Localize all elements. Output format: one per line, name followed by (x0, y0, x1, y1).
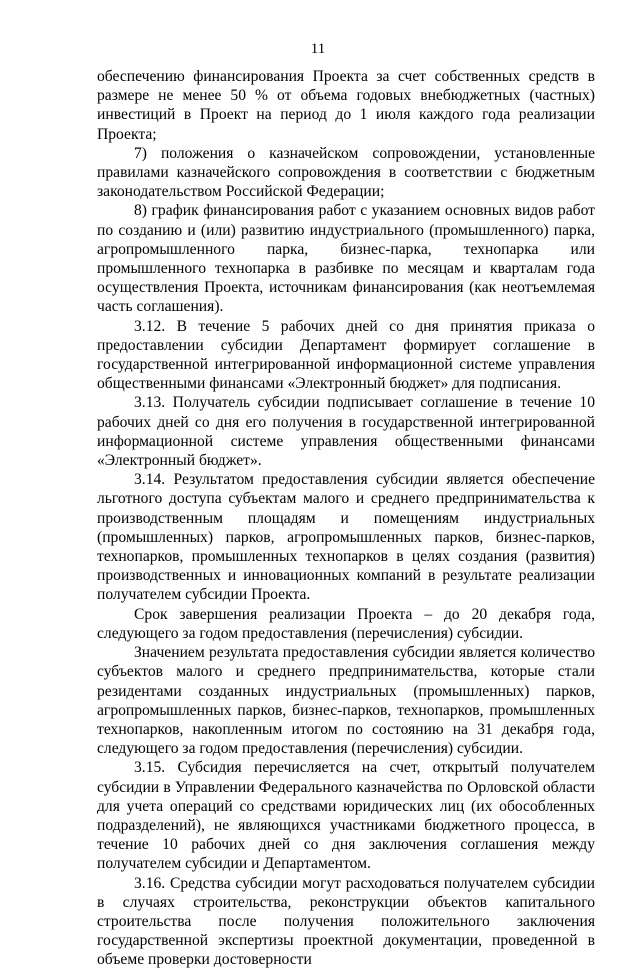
document-body (97, 67, 595, 970)
paragraph-continuation: обеспечению финансирования Проекта за счет собственных средств в размере не менее 50 % от объема годовых внебюджетных (частных) инвестиций в Проект на период до 1 июля каждого года реализации Проекта; (97, 68, 595, 143)
paragraph-3-15: 3.15. Субсидия перечисляется на счет, открытый получателем субсидии в Управлении Федерального казначейства по Орловской области для учета операций со средствами юридических лиц (их обособленных подразделений), не являющихся участниками бюджетного процесса, в течение 10 рабочих дней со дня заключения соглашения между получателем субсидии и Департаментом. (97, 759, 595, 873)
paragraph-project-deadline: Срок завершения реализации Проекта – до 20 декабря года, следующего за годом предоставления (перечисления) субсидии. (97, 605, 595, 642)
paragraph-3-14: 3.14. Результатом предоставления субсидии является обеспечение льготного доступа субъектам малого и среднего предпринимательства к производственным площадям и помещениям индустриальных (промышленных) парков, агропромышленных парков, бизнес-парков, технопарков, промышленных технопарков в целях создания (развития) производственных и инновационных компаний в результате реализации получателем субсидии Проекта. (97, 471, 595, 604)
paragraph-item-7: 7) положения о казначейском сопровождении, установленные правилами казначейского сопровождения в соответствии с бюджетным законодательством Российской Федерации; (97, 144, 595, 201)
paragraph-3-13: 3.13. Получатель субсидии подписывает соглашение в течение 10 рабочих дней со дня его получения в государственной интегрированной информационной системе управления общественными финансами «Электронный бюджет». (97, 394, 595, 470)
paragraph-result-value: Значением результата предоставления субсидии является количество субъектов малого и среднего предпринимательства, которые стали резидентами созданных индустриальных (промышленных) парков, агропромышленных парков, бизнес-парков, технопарков, промышленных технопарков, накопленным итогом по состоянию на 31 декабря года, следующего за годом предоставления (перечисления) субсидии. (97, 644, 595, 758)
paragraph-3-12: 3.12. В течение 5 рабочих дней со дня принятия приказа о предоставлении субсидии Департамент формирует соглашение в государственной интегрированной информационной системе управления общественными финансами «Электронный бюджет» для подписания. (97, 317, 595, 393)
page-number: 11 (310, 41, 326, 57)
paragraph-3-16: 3.16. Средства субсидии могут расходоваться получателем субсидии в случаях строительства, реконструкции объектов капитального строительства после получения положительного заключения государственной экспертизы проектной документации, проведенной в объеме проверки достоверности (97, 874, 595, 969)
paragraph-item-8: 8) график финансирования работ с указанием основных видов работ по созданию и (или) развитию индустриального (промышленного) парка, агропромышленного парка, бизнес-парка, технопарка или промышленного технопарка в разбивке по месяцам и кварталам года осуществления Проекта, источникам финансирования (как неотъемлемая часть соглашения). (97, 202, 595, 316)
